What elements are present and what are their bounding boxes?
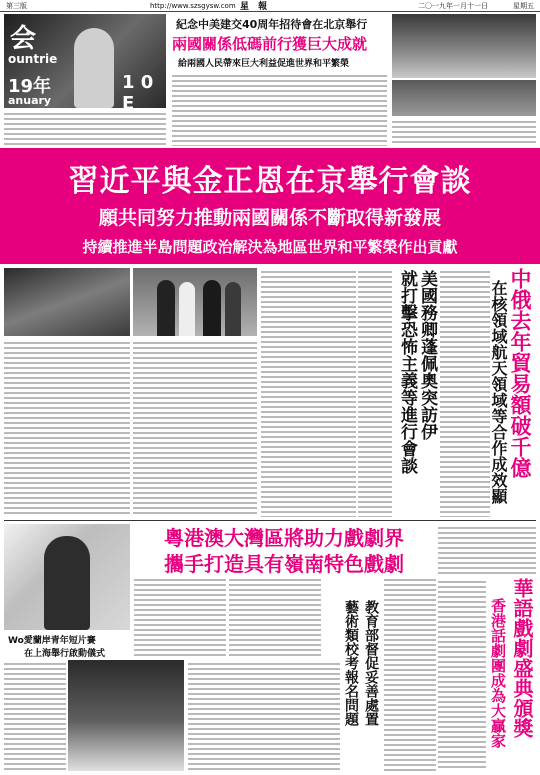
- education-headline-2: 藝術類校考報名問題: [343, 600, 359, 726]
- website-url[interactable]: http://www.szsgysw.com: [150, 1, 236, 10]
- newspaper-logo: 星 報: [240, 2, 271, 12]
- middle-story-headline-1: 美國務卿蓬佩奧突訪伊: [417, 270, 437, 440]
- photo-banner-text-2: ountrie: [8, 52, 58, 66]
- main-story-text-3: [261, 268, 356, 517]
- middle-story-text: [440, 268, 490, 517]
- main-subhead-2: 持續推進半島問題政治解決為地區世界和平繁榮作出貢獻: [82, 238, 458, 256]
- photo-banner-text-1: 会: [10, 24, 37, 54]
- culture-story-text-2: [229, 576, 321, 656]
- main-headline-banner: [0, 148, 540, 264]
- right-story-text: [438, 524, 536, 574]
- section-divider: [4, 520, 536, 521]
- drama-headline-2: 香港話劇團成為大贏家: [489, 598, 507, 748]
- main-story-text-1: [4, 339, 130, 517]
- main-headline: 習近平與金正恩在京舉行會談: [68, 164, 472, 199]
- masthead: [0, 0, 540, 12]
- leaders-photo: [133, 268, 257, 336]
- leader-figure-1: [157, 280, 175, 336]
- top-story-headline: 兩國關係低碼前行獲巨大成就: [172, 35, 368, 53]
- culture-story-text-1: [134, 576, 226, 656]
- talks-meeting-photo: [4, 268, 130, 336]
- top-story-text-mid: [172, 72, 387, 146]
- photo-caption-1: Wo愛蘭岸青年短片賽: [8, 636, 96, 646]
- culture-headline-2: 攜手打造具有嶺南特色戲劇: [164, 552, 404, 576]
- right-story-headline: 中俄去年貿易額破千億: [508, 268, 533, 478]
- top-story-subhead: 給兩國人民帶來巨大利益促進世界和平繁榮: [178, 59, 350, 69]
- caption-story-text: [4, 660, 66, 771]
- photo-banner-text-5: anuary: [8, 94, 52, 107]
- actress-figure: [44, 536, 90, 630]
- drama-story-text: [438, 578, 486, 771]
- audience-photo: [392, 80, 536, 116]
- leader-figure-2: [179, 282, 195, 336]
- leader-figure-4: [225, 282, 241, 336]
- main-story-text-2: [133, 339, 257, 517]
- banquet-photo: [392, 14, 536, 78]
- photo-caption-2: 在上海舉行啟動儀式: [24, 649, 106, 659]
- leader-figure-3: [203, 280, 221, 336]
- drama-headline-1: 華語戲劇盛典頒獎: [510, 578, 534, 738]
- main-subhead-1: 願共同努力推動兩國關係不斷取得新發展: [98, 207, 441, 229]
- right-story-subhead: 在核領域航天領域等合作成效顯: [489, 280, 508, 504]
- issue-date: 二〇一九年一月十一日: [418, 1, 488, 10]
- middle-story-headline-2: 就打擊恐怖主義等進行會談: [397, 270, 417, 474]
- main-story-text-4: [358, 268, 392, 517]
- top-story-text-left: [4, 110, 166, 146]
- speaker-figure: [74, 28, 114, 108]
- top-story-text-right: [392, 118, 536, 146]
- issue-weekday: 星期五: [513, 1, 534, 10]
- education-headline-1: 教育部督促妥善處置: [363, 600, 379, 726]
- culture-headline-1: 粵港澳大灣區將助力戲劇界: [164, 526, 404, 550]
- page-number: 第三版: [6, 1, 27, 10]
- top-story-kicker: 紀念中美建交40周年招待會在北京舉行: [176, 18, 368, 31]
- culture-story-text-3: [188, 660, 340, 771]
- photo-banner-text-3: 19年: [8, 76, 52, 97]
- top-event-photo: [4, 14, 166, 108]
- ballet-photo: [68, 660, 184, 771]
- photo-banner-text-4: 1 0 E: [122, 72, 154, 108]
- education-story-text: [384, 576, 436, 771]
- actress-photo: [4, 524, 130, 630]
